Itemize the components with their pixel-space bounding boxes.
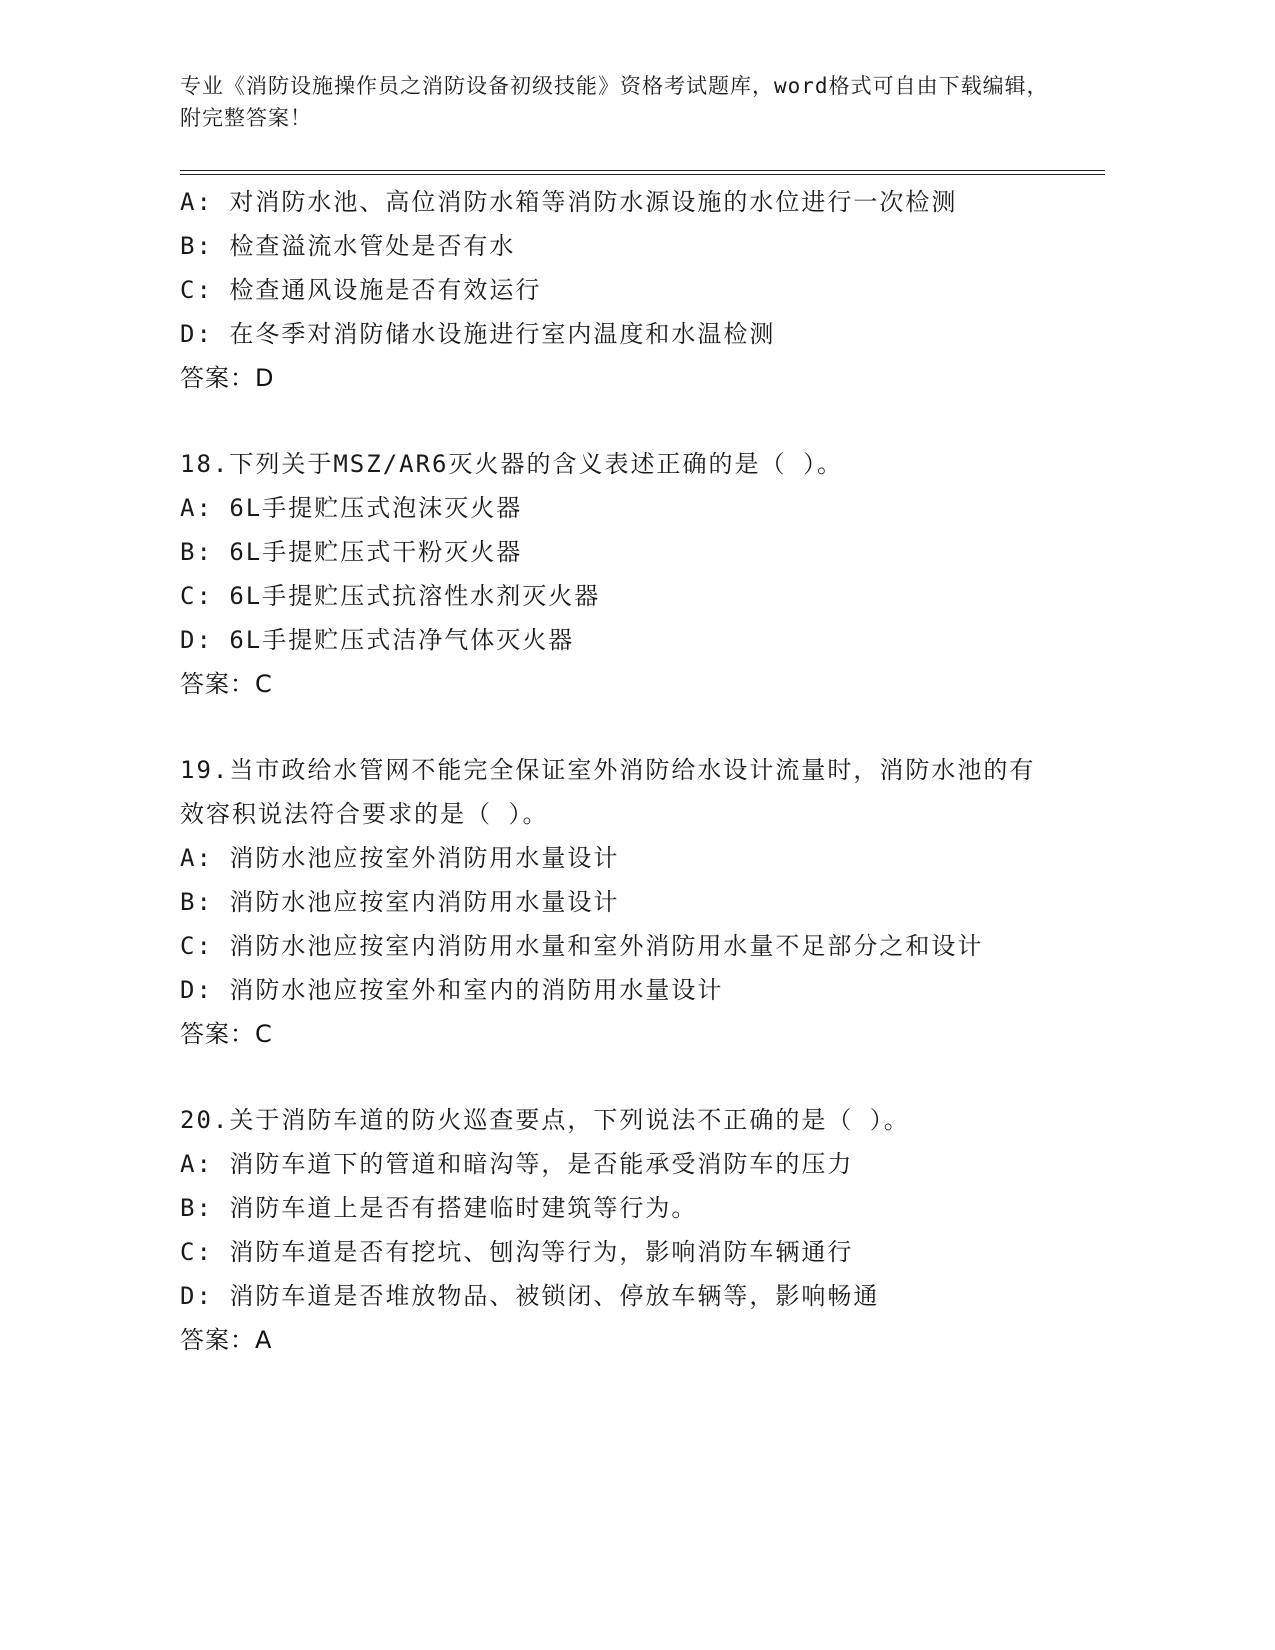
option-b: B: 消防水池应按室内消防用水量设计 bbox=[180, 888, 620, 916]
option-a: A: 消防车道下的管道和暗沟等，是否能承受消防车的压力 bbox=[180, 1150, 854, 1178]
option-c: C: 消防水池应按室内消防用水量和室外消防用水量不足部分之和设计 bbox=[180, 932, 984, 960]
header-rule-top bbox=[180, 170, 1105, 171]
option-d: D: 6L手提贮压式洁净气体灭火器 bbox=[180, 626, 575, 654]
header-rule-bottom bbox=[180, 174, 1105, 175]
question-block-20 bbox=[180, 1098, 1080, 1362]
spacer bbox=[180, 706, 1080, 748]
spacer bbox=[180, 400, 1080, 442]
question-stem: 19.当市政给水管网不能完全保证室外消防给水设计流量时，消防水池的有效容积说法符合要求的是（ ）。 bbox=[180, 756, 1036, 828]
answer-line: 答案：A bbox=[180, 1326, 273, 1354]
question-list bbox=[180, 180, 1080, 1362]
question-block-17 bbox=[180, 180, 1080, 400]
spacer bbox=[180, 1056, 1080, 1098]
option-b: B: 消防车道上是否有搭建临时建筑等行为。 bbox=[180, 1194, 698, 1222]
option-c: C: 检查通风设施是否有效运行 bbox=[180, 276, 542, 304]
document-header: 专业《消防设施操作员之消防设备初级技能》资格考试题库，word格式可自由下载编辑，附完整答案！ bbox=[180, 74, 1049, 130]
question-block-18 bbox=[180, 442, 1080, 706]
question-stem: 18.下列关于MSZ/AR6灭火器的含义表述正确的是（ ）。 bbox=[180, 450, 843, 478]
option-c: C: 6L手提贮压式抗溶性水剂灭火器 bbox=[180, 582, 601, 610]
option-b: B: 6L手提贮压式干粉灭火器 bbox=[180, 538, 523, 566]
option-c: C: 消防车道是否有挖坑、刨沟等行为，影响消防车辆通行 bbox=[180, 1238, 854, 1266]
answer-line: 答案：D bbox=[180, 364, 275, 392]
question-stem: 20.关于消防车道的防火巡查要点，下列说法不正确的是（ ）。 bbox=[180, 1106, 910, 1134]
answer-line: 答案：C bbox=[180, 1020, 273, 1048]
option-a: A: 6L手提贮压式泡沫灭火器 bbox=[180, 494, 523, 522]
question-block-19 bbox=[180, 748, 1080, 1056]
option-d: D: 消防水池应按室外和室内的消防用水量设计 bbox=[180, 976, 724, 1004]
option-d: D: 在冬季对消防储水设施进行室内温度和水温检测 bbox=[180, 320, 776, 348]
option-a: A: 对消防水池、高位消防水箱等消防水源设施的水位进行一次检测 bbox=[180, 188, 958, 216]
option-d: D: 消防车道是否堆放物品、被锁闭、停放车辆等，影响畅通 bbox=[180, 1282, 880, 1310]
option-b: B: 检查溢流水管处是否有水 bbox=[180, 232, 516, 260]
option-a: A: 消防水池应按室外消防用水量设计 bbox=[180, 844, 620, 872]
answer-line: 答案：C bbox=[180, 670, 273, 698]
